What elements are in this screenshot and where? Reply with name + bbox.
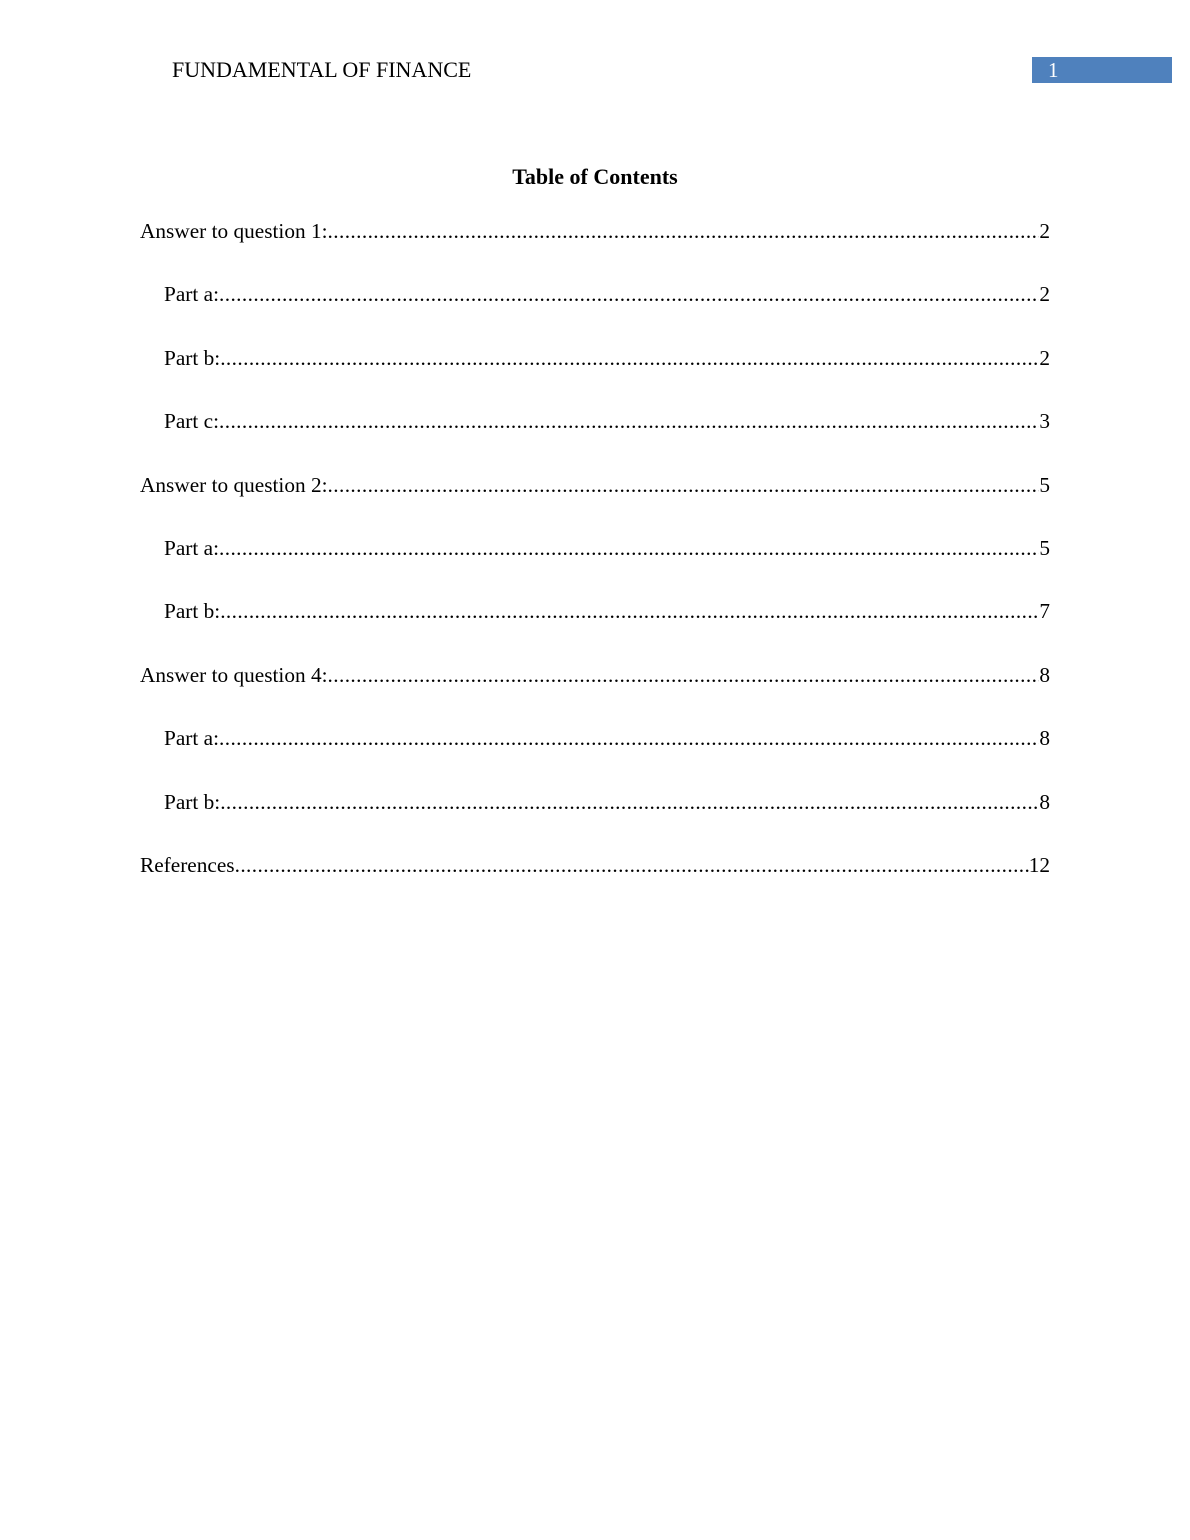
toc-entry-q2-part-b[interactable] <box>140 596 1050 659</box>
toc-entry-q1-part-c[interactable] <box>140 406 1050 469</box>
toc-entry-question-4[interactable] <box>140 660 1050 723</box>
page-number-badge <box>1032 57 1172 83</box>
toc-entry-label: References <box>140 850 235 880</box>
toc-entry-label: Part a: <box>164 279 219 309</box>
toc-entry-q1-part-b[interactable] <box>140 343 1050 406</box>
toc-entry-page: 5 <box>1039 533 1050 563</box>
toc-entry-label: Part b: <box>164 596 220 626</box>
toc-entry-q4-part-a[interactable] <box>140 723 1050 786</box>
toc-entry-page: 8 <box>1039 660 1050 690</box>
toc-heading: Table of Contents <box>512 164 678 189</box>
toc-dot-leader <box>328 216 1040 246</box>
toc-dot-leader <box>328 660 1040 690</box>
toc-entry-label: Part b: <box>164 787 220 817</box>
toc-entry-label: Part a: <box>164 533 219 563</box>
table-of-contents <box>140 216 1050 913</box>
toc-entry-label: Part b: <box>164 343 220 373</box>
toc-dot-leader <box>220 343 1039 373</box>
toc-entry-label: Answer to question 1: <box>140 216 328 246</box>
running-header-title: FUNDAMENTAL OF FINANCE <box>172 57 472 82</box>
toc-entry-question-2[interactable] <box>140 470 1050 533</box>
toc-entry-label: Answer to question 2: <box>140 470 328 500</box>
toc-dot-leader <box>219 533 1039 563</box>
toc-entry-page: 8 <box>1039 723 1050 753</box>
toc-dot-leader <box>219 406 1039 436</box>
toc-entry-q1-part-a[interactable] <box>140 279 1050 342</box>
toc-entry-page: 3 <box>1039 406 1050 436</box>
toc-entry-page: 12 <box>1029 850 1050 880</box>
toc-entry-page: 2 <box>1039 216 1050 246</box>
toc-entry-label: Part a: <box>164 723 219 753</box>
toc-entry-page: 5 <box>1039 470 1050 500</box>
toc-entry-references[interactable] <box>140 850 1050 913</box>
toc-entry-question-1[interactable] <box>140 216 1050 279</box>
toc-dot-leader <box>328 470 1040 500</box>
toc-dot-leader <box>220 596 1039 626</box>
toc-dot-leader <box>220 787 1039 817</box>
toc-entry-page: 2 <box>1039 279 1050 309</box>
toc-entry-page: 2 <box>1039 343 1050 373</box>
toc-dot-leader <box>235 850 1029 880</box>
toc-entry-label: Answer to question 4: <box>140 660 328 690</box>
page-number: 1 <box>1048 58 1059 82</box>
toc-entry-q4-part-b[interactable] <box>140 787 1050 850</box>
toc-entry-page: 8 <box>1039 787 1050 817</box>
toc-entry-label: Part c: <box>164 406 219 436</box>
toc-entry-q2-part-a[interactable] <box>140 533 1050 596</box>
toc-entry-page: 7 <box>1039 596 1050 626</box>
toc-dot-leader <box>219 279 1039 309</box>
toc-dot-leader <box>219 723 1039 753</box>
